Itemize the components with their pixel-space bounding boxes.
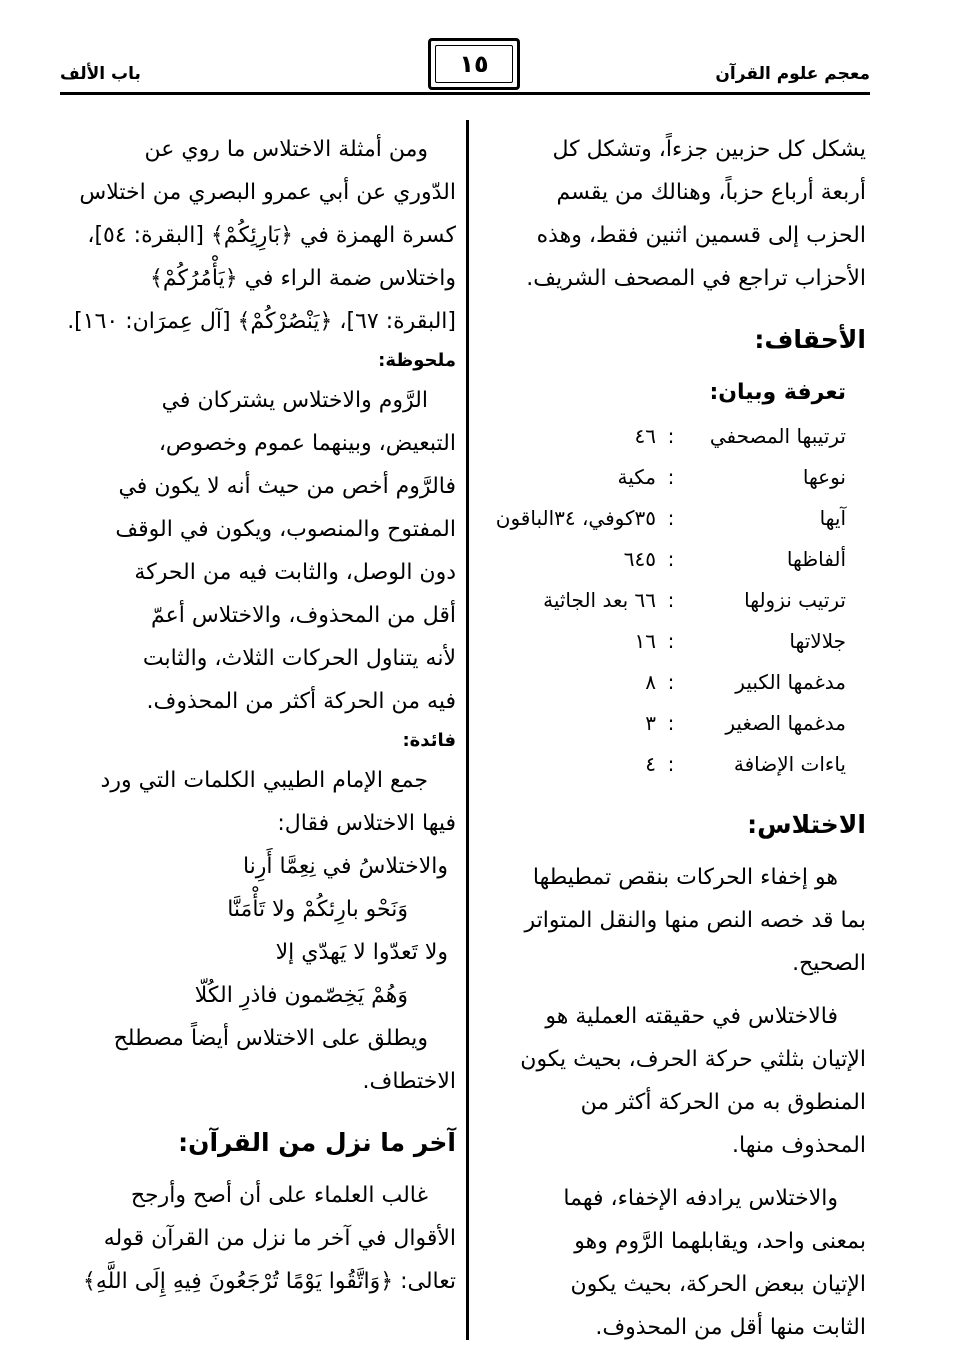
header-rule bbox=[60, 92, 870, 95]
synonym-paragraph bbox=[486, 1177, 866, 1349]
row-separator: : bbox=[667, 629, 675, 653]
chapter-title: باب الألف bbox=[60, 64, 141, 84]
row-value: ٨ bbox=[645, 670, 656, 694]
row-label: آيها bbox=[819, 506, 846, 530]
text-line: أقل من المحذوف، والاختلاس أعمّ bbox=[151, 603, 456, 628]
row-label: ياءات الإضافة bbox=[733, 752, 846, 776]
row-separator: : bbox=[667, 506, 675, 530]
benefit-heading: فائدة: bbox=[402, 730, 456, 751]
ahqaf-heading: الأحقاف: bbox=[754, 325, 866, 354]
column-divider bbox=[466, 120, 469, 1340]
row-label: نوعها bbox=[802, 465, 846, 489]
text-line: الإتيان ببعض الحركة، بحيث يكون bbox=[570, 1272, 866, 1297]
ikhtilas-heading: الاختلاس: bbox=[747, 810, 866, 839]
text-line: يشكل كل حزبين جزءاً، وتشكل كل bbox=[552, 137, 866, 162]
row-value: ٣٥كوفي، ٣٤الباقون bbox=[495, 506, 656, 530]
row-label: جلالاتها bbox=[789, 629, 846, 653]
row-label: مدغمها الصغير bbox=[725, 711, 846, 735]
text-line: بما قد خصه النص منها والنقل المتواتر bbox=[524, 908, 866, 933]
definition-paragraph bbox=[486, 856, 866, 985]
row-value: ٦٦ بعد الجاثية bbox=[543, 588, 656, 612]
practical-paragraph bbox=[486, 995, 866, 1167]
note-heading: ملحوظة: bbox=[378, 350, 456, 371]
table-row bbox=[486, 580, 846, 621]
row-value: ١٦ bbox=[634, 629, 656, 653]
text-line: [البقرة: ٦٧]، ﴿يَنْصُرْكُمْ﴾ [آل عِمرَان: ١٦٠]. bbox=[67, 309, 456, 334]
text-line: والاختلاس يرادفه الإخفاء، فهما bbox=[563, 1186, 838, 1211]
text-line: غالب العلماء على أن أصح وأرجح bbox=[130, 1183, 428, 1208]
poem-line: وَنَحْو بارِئكُمْ ولا تَأْمَنَّا bbox=[227, 897, 408, 922]
text-line: فيها الاختلاس فقال: bbox=[277, 811, 456, 836]
ahqaf-info-table bbox=[486, 416, 866, 785]
text-line: لأنه يتناول الحركات الثلاث، والثابت bbox=[142, 646, 456, 671]
examples-paragraph bbox=[63, 128, 456, 343]
text-line: أربعة أرباع حزباً، وهنالك من يقسم bbox=[556, 180, 866, 205]
row-value: ٦٤٥ bbox=[623, 547, 656, 571]
text-line: الإتيان بثلثي حركة الحرف، بحيث يكون bbox=[520, 1047, 866, 1072]
table-row bbox=[486, 744, 846, 785]
text-line: الدّوري عن أبي عمرو البصري من اختلاس bbox=[79, 180, 456, 205]
text-line: الحزب إلى قسمين اثنين فقط، وهذه bbox=[536, 223, 866, 248]
text-line: فالاختلاس في حقيقته العملية هو bbox=[545, 1004, 838, 1029]
text-line: فالرَّوم أخص من حيث أنه لا يكون في bbox=[118, 474, 456, 499]
row-separator: : bbox=[667, 752, 675, 776]
ahqaf-subheading: تعرفة وبيان: bbox=[709, 380, 846, 405]
table-row bbox=[486, 498, 846, 539]
text-line: الأحزاب تراجع في المصحف الشريف. bbox=[526, 266, 866, 291]
text-line: فيه من الحركة أكثر من المحذوف. bbox=[146, 689, 456, 714]
page-header bbox=[60, 30, 870, 96]
after-poem-paragraph bbox=[63, 1017, 456, 1103]
text-line: تعالى: ﴿وَاتَّقُوا يَوْمًا تُرْجَعُونَ فِيهِ إِلَى اللَّهِ﴾ bbox=[82, 1269, 456, 1294]
row-label: ترتيب نزولها bbox=[744, 588, 846, 612]
poem-line: والاختلاسُ في نِعِمَّا أَرِنا bbox=[242, 854, 448, 879]
table-row bbox=[486, 703, 846, 744]
table-row bbox=[486, 416, 846, 457]
table-row bbox=[486, 539, 846, 580]
table-row bbox=[486, 662, 846, 703]
poem-line: ولا تَعدّوا لا يَهدّي إلا bbox=[275, 940, 448, 965]
row-separator: : bbox=[667, 670, 675, 694]
row-label: ألفاظها bbox=[786, 547, 846, 571]
table-row bbox=[486, 457, 846, 498]
row-separator: : bbox=[667, 465, 675, 489]
row-separator: : bbox=[667, 547, 675, 571]
left-column bbox=[63, 128, 456, 1303]
text-line: الاختطاف. bbox=[362, 1069, 456, 1094]
text-line: هو إخفاء الحركات بنقص تمطيطها bbox=[532, 865, 838, 890]
row-value: مكية bbox=[617, 465, 656, 489]
note-paragraph bbox=[63, 379, 456, 723]
text-line: جمع الإمام الطيبي الكلمات التي ورد bbox=[100, 768, 428, 793]
table-row bbox=[486, 621, 846, 662]
book-title: معجم علوم القرآن bbox=[715, 64, 870, 84]
row-label: ترتيبها المصحفي bbox=[709, 424, 846, 448]
row-value: ٣ bbox=[645, 711, 656, 735]
last-revealed-paragraph bbox=[63, 1174, 456, 1303]
right-column bbox=[486, 128, 866, 1349]
text-line: بمعنى واحد، ويقابلهما الرَّوم وهو bbox=[574, 1229, 866, 1254]
text-line: الصحيح. bbox=[792, 951, 866, 976]
page-number: ١٥ bbox=[459, 50, 489, 78]
text-line: كسرة الهمزة في ﴿بَارِئِكُمْ﴾ [البقرة: ٥٤]، bbox=[87, 223, 456, 248]
row-separator: : bbox=[667, 711, 675, 735]
page-number-frame bbox=[428, 38, 520, 90]
row-label: مدغمها الكبير bbox=[735, 670, 846, 694]
row-separator: : bbox=[667, 588, 675, 612]
text-line: المفتوح والمنصوب، ويكون في الوقف bbox=[115, 517, 456, 542]
text-line: الرَّوم والاختلاس يشتركان في bbox=[161, 388, 428, 413]
text-line: ويطلق على الاختلاس أيضاً مصطلح bbox=[113, 1026, 428, 1051]
intro-paragraph bbox=[486, 128, 866, 300]
text-line: التبعيض، وبينهما عموم وخصوص، bbox=[158, 431, 456, 456]
text-line: الأقوال في آخر ما نزل من القرآن قوله bbox=[103, 1226, 456, 1251]
benefit-paragraph bbox=[63, 759, 456, 845]
row-value: ٤ bbox=[645, 752, 656, 776]
poem-line: وَهُمْ يَخِصّمون فاذرِ الكُلّا bbox=[194, 983, 408, 1008]
row-value: ٤٦ bbox=[634, 424, 656, 448]
text-line: الثابت منها أقل من المحذوف. bbox=[595, 1315, 866, 1340]
text-line: المحذوف منها. bbox=[732, 1133, 866, 1158]
last-revealed-heading: آخر ما نزل من القرآن: bbox=[178, 1128, 456, 1157]
row-separator: : bbox=[667, 424, 675, 448]
text-line: واختلاس ضمة الراء في ﴿يَأْمُرُكُمْ﴾ bbox=[149, 266, 456, 291]
text-line: دون الوصل، والثابت فيه من الحركة bbox=[134, 560, 456, 585]
text-line: ومن أمثلة الاختلاس ما روي عن bbox=[144, 137, 428, 162]
poem-block bbox=[63, 845, 456, 1017]
text-line: المنطوق به من الحركة أكثر من bbox=[580, 1090, 866, 1115]
